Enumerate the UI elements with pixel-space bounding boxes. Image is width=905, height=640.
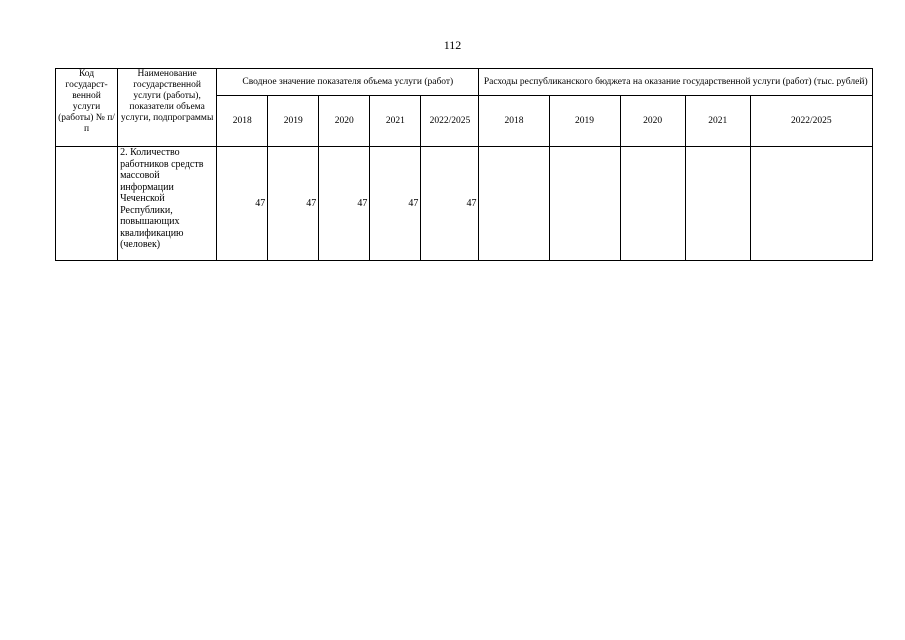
volume-cell: 47 (319, 147, 370, 261)
header-expense-year: 2020 (620, 96, 685, 147)
header-expense-year: 2019 (549, 96, 620, 147)
expense-cell (620, 147, 685, 261)
header-name: Наименование государственной услуги (работы), показатели объема услуги, подпрограммы (118, 69, 217, 147)
volume-cell: 47 (217, 147, 268, 261)
header-volume-year: 2019 (268, 96, 319, 147)
header-expense-year: 2021 (685, 96, 750, 147)
header-volume-group: Сводное значение показателя объема услуги (работ) (217, 69, 479, 96)
budget-table (55, 68, 873, 261)
expense-cell (685, 147, 750, 261)
header-volume-year: 2018 (217, 96, 268, 147)
header-volume-year: 2021 (370, 96, 421, 147)
row-code (56, 147, 118, 261)
header-expense-year: 2022/2025 (750, 96, 872, 147)
header-expenses-group: Расходы республиканского бюджета на оказание государственной услуги (работ) (тыс. рублей) (479, 69, 873, 96)
header-volume-year: 2022/2025 (421, 96, 479, 147)
header-row-groups (56, 69, 873, 96)
expense-cell (750, 147, 872, 261)
volume-cell: 47 (421, 147, 479, 261)
page-number: 112 (443, 38, 462, 52)
expense-cell (549, 147, 620, 261)
header-volume-year: 2020 (319, 96, 370, 147)
volume-cell: 47 (370, 147, 421, 261)
header-code: Код государст-венной услуги (работы) № п/п (56, 69, 118, 147)
expense-cell (479, 147, 549, 261)
row-name: 2. Количество работников средств массовой информации Чеченской Республики, повышающих квалификацию (человек) (118, 147, 217, 261)
table-row (56, 147, 873, 261)
header-expense-year: 2018 (479, 96, 549, 147)
volume-cell: 47 (268, 147, 319, 261)
